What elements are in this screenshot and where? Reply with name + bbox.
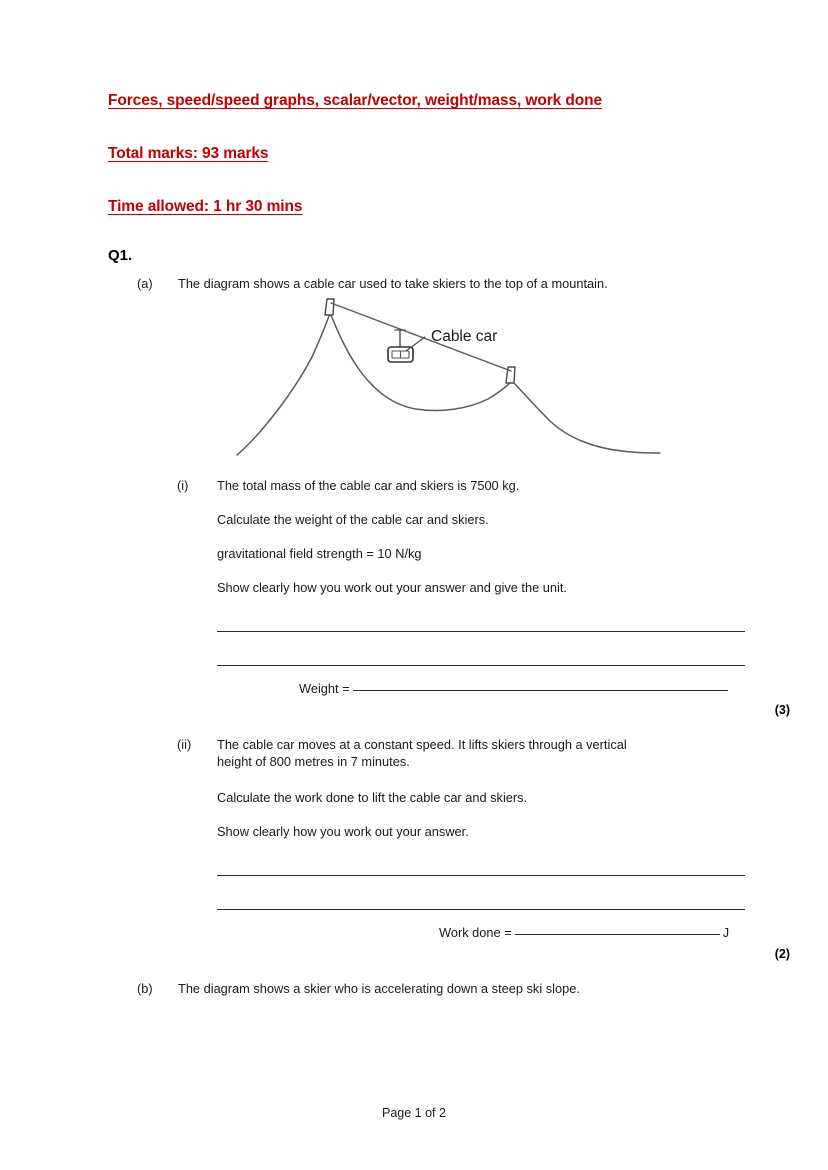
answer-rule-a-ii-2[interactable] — [217, 909, 745, 910]
marks-a-ii: (2) — [774, 947, 790, 961]
question-number: Q1. — [108, 247, 133, 264]
weight-answer-row[interactable] — [299, 681, 731, 696]
mountain-diagram-svg — [220, 295, 670, 470]
page-footer: Page 1 of 2 — [382, 1106, 446, 1120]
part-b-marker: (b) — [137, 981, 153, 996]
part-a-marker: (a) — [137, 276, 153, 291]
part-a-ii-marker: (ii) — [177, 737, 192, 752]
part-a-stem: The diagram shows a cable car used to take skiers to the top of a mountain. — [178, 276, 608, 291]
part-a-ii-line-3: Calculate the work done to lift the cable car and skiers. — [217, 790, 528, 805]
part-a-ii-line-4: Show clearly how you work out your answer. — [217, 824, 469, 839]
pylon-left-icon — [325, 299, 334, 315]
weight-answer-blank[interactable] — [353, 690, 728, 691]
part-a-i-line-2: Calculate the weight of the cable car and skiers. — [217, 512, 489, 527]
time-allowed-heading: Time allowed: 1 hr 30 mins — [108, 198, 303, 215]
work-done-answer-label: Work done = — [439, 925, 512, 940]
answer-rule-a-i-1[interactable] — [217, 631, 745, 632]
part-a-ii-line-2: height of 800 metres in 7 minutes. — [217, 754, 410, 769]
answer-rule-a-i-2[interactable] — [217, 665, 745, 666]
cable-car-mountain-diagram — [220, 295, 670, 470]
part-a-i-marker: (i) — [177, 478, 189, 493]
work-done-answer-blank[interactable] — [515, 934, 720, 935]
work-done-unit: J — [722, 925, 730, 940]
page-title: Forces, speed/speed graphs, scalar/vector, weight/mass, work done — [108, 92, 602, 109]
part-a-i-line-4: Show clearly how you work out your answer and give the unit. — [217, 580, 567, 595]
cable-car-label: Cable car — [431, 328, 498, 345]
part-a-i-line-1: The total mass of the cable car and skiers is 7500 kg. — [217, 478, 520, 493]
cable-car-leader-line — [406, 337, 425, 351]
part-a-ii-line-1: The cable car moves at a constant speed. It lifts skiers through a vertical — [217, 737, 627, 752]
weight-answer-label: Weight = — [299, 681, 350, 696]
total-marks-heading: Total marks: 93 marks — [108, 145, 269, 162]
part-a-i-line-3: gravitational field strength = 10 N/kg — [217, 546, 422, 561]
part-b-stem: The diagram shows a skier who is accelerating down a steep ski slope. — [178, 981, 580, 996]
work-done-answer-row[interactable] — [439, 925, 729, 940]
answer-rule-a-ii-1[interactable] — [217, 875, 745, 876]
marks-a-i: (3) — [774, 703, 790, 717]
